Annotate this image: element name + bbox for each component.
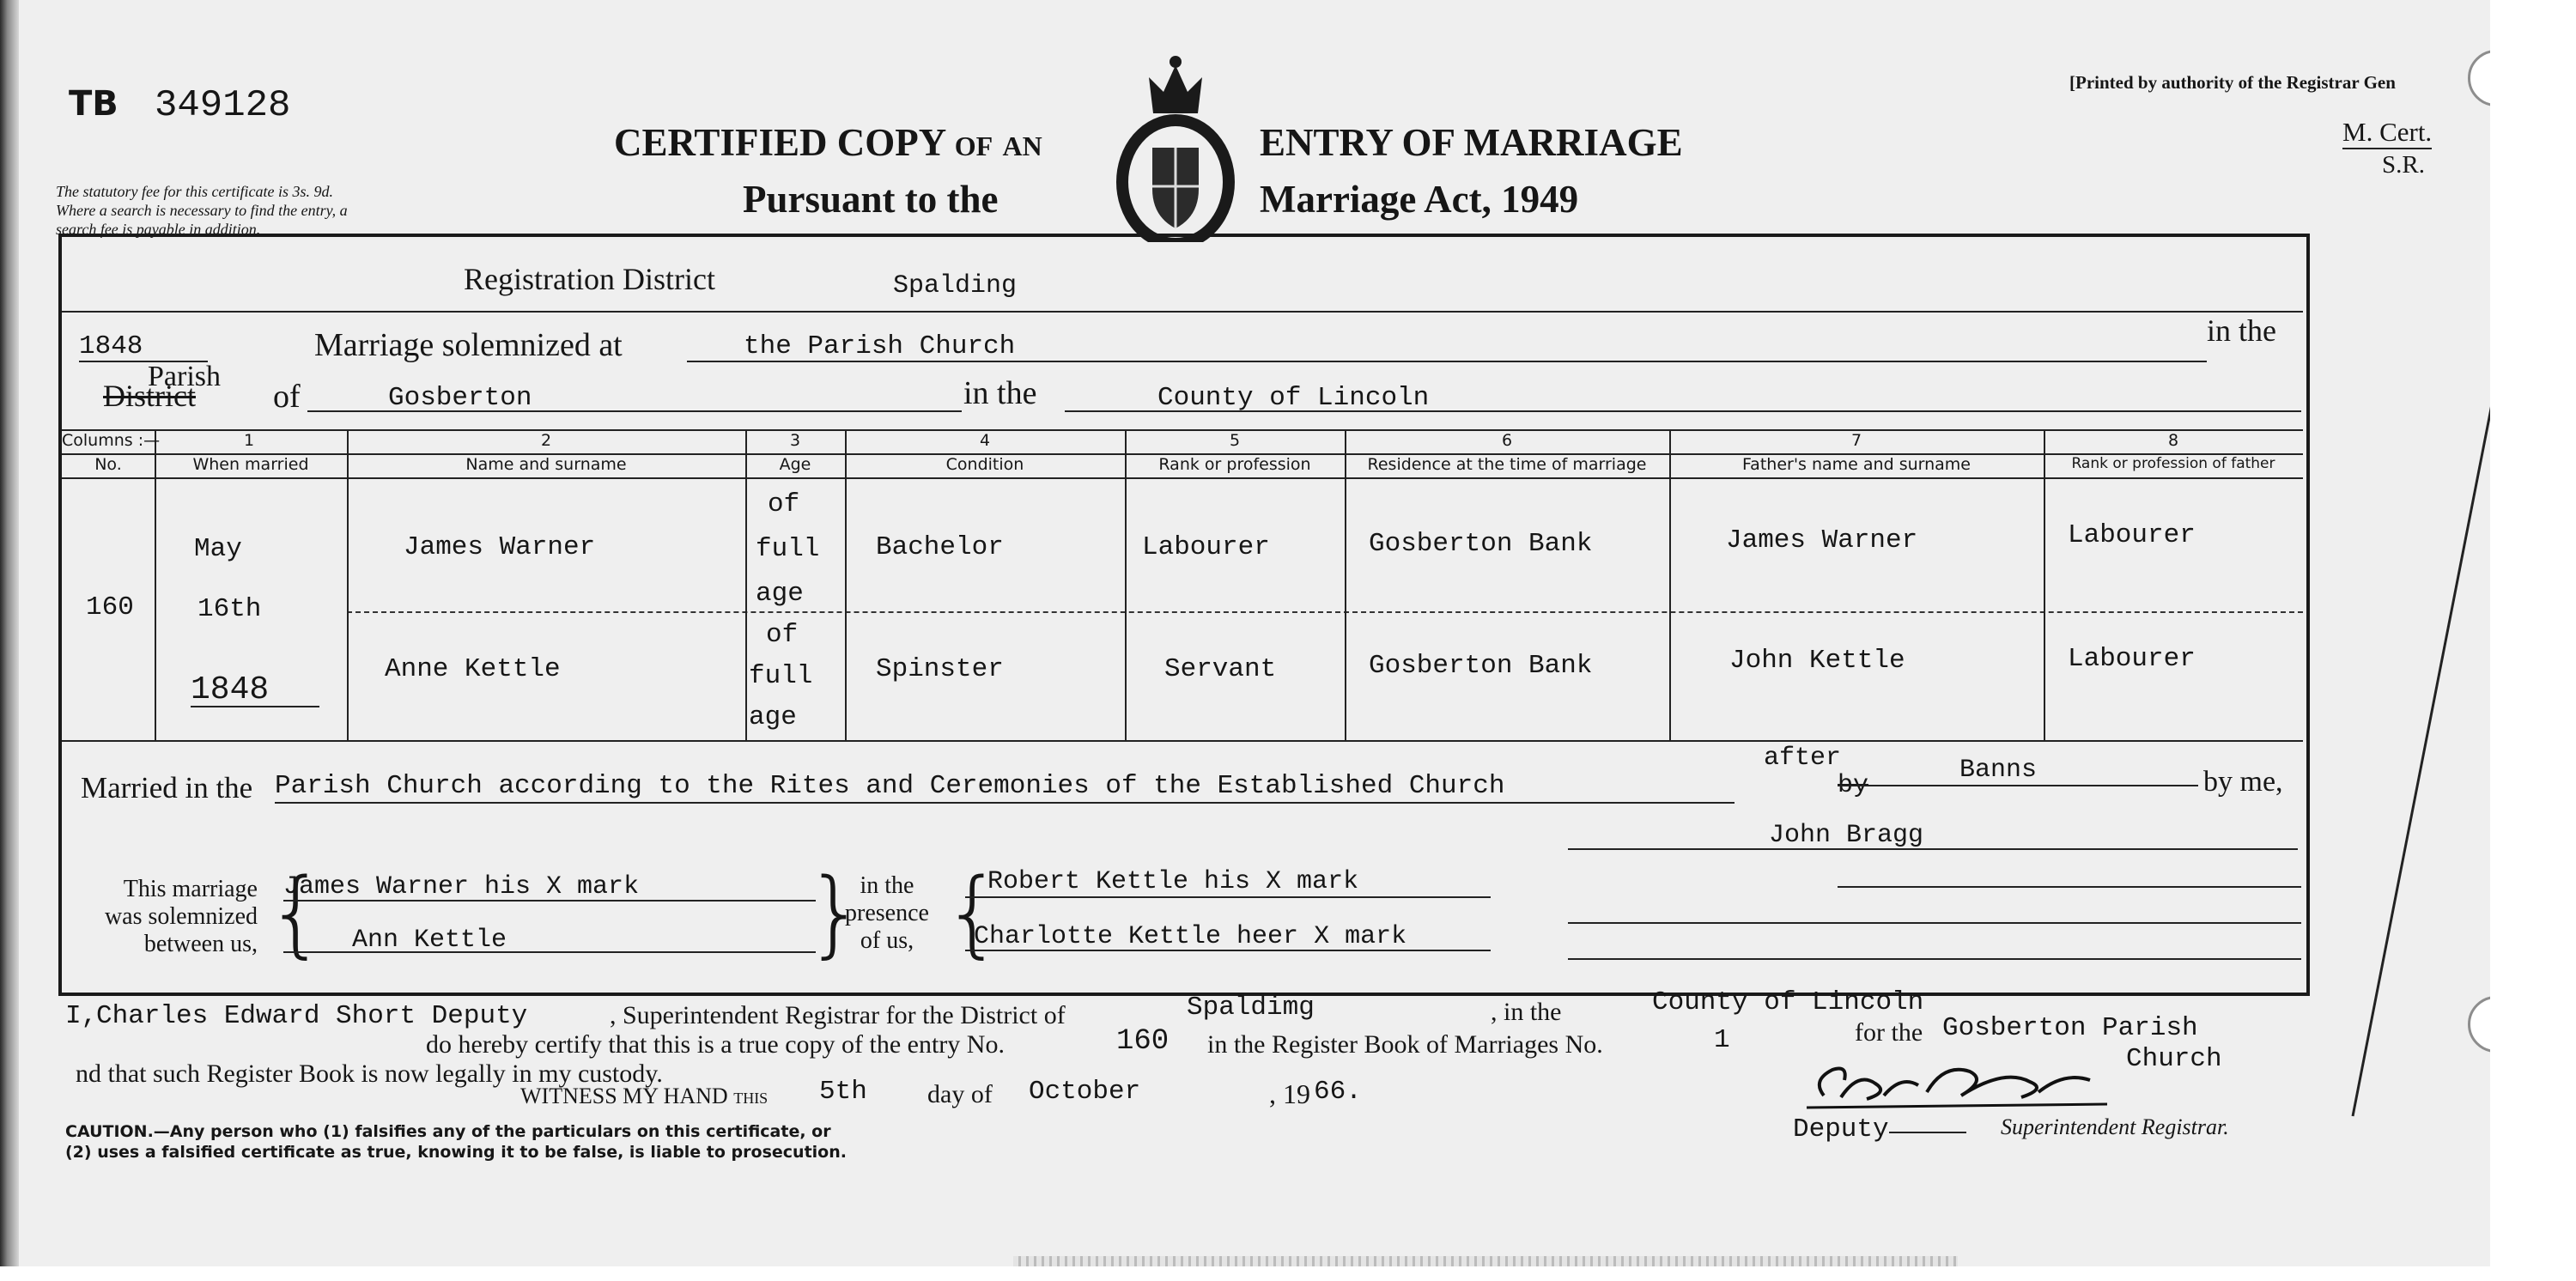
paper-torn-edge — [1013, 1256, 1958, 1266]
certify-text-line2: do hereby certify that this is a true copy of the entry No. — [426, 1030, 1005, 1059]
marriage-year: 1848 — [79, 331, 143, 361]
registrar-name: Charles Edward Short Deputy — [96, 1001, 528, 1031]
certify-day: 5th — [819, 1077, 867, 1107]
header-when-married: When married — [192, 455, 309, 474]
by-me-label: by me, — [2203, 766, 2283, 798]
title-line2b: Marriage Act, 1949 — [1260, 178, 1579, 221]
rule — [2044, 431, 2045, 740]
form-number: 349128 — [155, 84, 291, 127]
rule — [1125, 431, 1127, 740]
bride-father-rank: Labourer — [2068, 644, 2196, 674]
rule — [62, 311, 2303, 313]
rule — [845, 431, 847, 740]
deputy-label: Deputy — [1793, 1114, 1889, 1144]
column-number: 6 — [1501, 431, 1513, 450]
column-number: 1 — [243, 431, 255, 450]
cert-code: M. Cert. — [2342, 117, 2432, 149]
rule — [965, 896, 1491, 898]
rule — [1568, 958, 2301, 960]
certify-entry-no: 160 — [1116, 1025, 1170, 1058]
registrar-signature — [1807, 1054, 2116, 1114]
between-label-line: between us, — [143, 931, 258, 957]
fee-note-line: search fee is payable in addition. — [56, 221, 261, 238]
groom-residence: Gosberton Bank — [1369, 529, 1593, 559]
day-of-label: day of — [927, 1080, 993, 1108]
banns-word: Banns — [1959, 756, 2038, 785]
right-brace-icon: } — [805, 858, 866, 968]
year-prefix: , 19 — [1269, 1078, 1310, 1109]
witness-2: Charlotte Kettle heer X mark — [974, 922, 1407, 951]
bride-residence: Gosberton Bank — [1369, 651, 1593, 681]
rule — [1568, 848, 2298, 850]
married-in-label: Married in the — [81, 771, 253, 804]
rule — [687, 361, 2207, 362]
rule — [283, 900, 816, 902]
rule — [1838, 886, 2301, 888]
column-number: 3 — [789, 431, 801, 450]
parish-word: Parish — [148, 361, 221, 392]
caution-line: (2) uses a falsified certificate as true, knowing it to be false, is liable to prosecution. — [65, 1143, 847, 1162]
header-age: Age — [779, 455, 811, 474]
witness-label: WITNESS MY HAND this — [520, 1084, 769, 1108]
groom-condition: Bachelor — [876, 532, 1004, 562]
header-father-rank: Rank or profession of father — [2071, 455, 2275, 472]
bride-condition: Spinster — [876, 654, 1004, 684]
left-brace-icon-2: { — [943, 858, 1003, 968]
header-residence: Residence at the time of marriage — [1367, 455, 1647, 474]
title-line2a: Pursuant to the — [743, 178, 999, 221]
in-the-label-2: in the — [963, 375, 1037, 411]
title-line1b: ENTRY OF MARRIAGE — [1260, 121, 1683, 164]
rule — [347, 611, 2303, 613]
title-line1a: CERTIFIED COPY of an — [614, 121, 1042, 164]
certify-text-line2b: in the Register Book of Marriages No. — [1207, 1030, 1603, 1059]
rule — [307, 410, 962, 412]
column-number: 7 — [1850, 431, 1862, 450]
presence-label-line: presence — [845, 900, 929, 926]
officiant-name: John Bragg — [1769, 821, 1924, 850]
certify-month: October — [1029, 1077, 1141, 1107]
in-the-label: in the — [2207, 313, 2276, 348]
between-label-line: This marriage — [123, 876, 258, 902]
punch-hole-top — [2468, 50, 2490, 106]
caution-note — [65, 1121, 847, 1163]
rule — [1568, 922, 2301, 924]
signature-title: Superintendent Registrar. — [2001, 1114, 2229, 1139]
presence-label-line: in the — [860, 872, 914, 899]
header-father: Father's name and surname — [1742, 455, 1971, 474]
certify-text-1: , Superintendent Registrar for the District of — [610, 1001, 1066, 1029]
groom-age — [756, 483, 819, 616]
header-name: Name and surname — [465, 455, 627, 474]
fee-note-line: Where a search is necessary to find the entry, a — [56, 202, 348, 219]
certify-parish: Gosberton Parish — [1942, 1013, 2198, 1043]
printed-by: [Printed by authority of the Registrar Gen — [2069, 72, 2396, 93]
rule — [275, 802, 1735, 804]
of-label: of — [273, 379, 301, 415]
cert-sub-code: S.R. — [2382, 151, 2425, 179]
groom-rank: Labourer — [1142, 532, 1270, 562]
presence-label — [840, 872, 934, 955]
for-the-label: for the — [1855, 1018, 1923, 1047]
bride-rank: Servant — [1164, 654, 1277, 684]
parish-name: Gosberton — [388, 383, 532, 413]
header-condition: Condition — [945, 455, 1024, 474]
age-word: full — [749, 661, 813, 691]
certify-text-2: , in the — [1491, 998, 1562, 1026]
rule — [155, 431, 156, 740]
entry-day: 16th — [197, 594, 262, 624]
rule — [1669, 431, 1671, 740]
certify-church: Church — [2126, 1044, 2222, 1074]
rule — [62, 477, 2303, 479]
fee-note — [56, 182, 348, 239]
royal-crest-icon — [1115, 53, 1236, 242]
column-number: 8 — [2167, 431, 2179, 450]
paper-fold-edge — [0, 0, 19, 1266]
age-word: of — [766, 620, 799, 650]
header-no: No. — [94, 455, 122, 474]
party-2: Ann Kettle — [352, 926, 507, 955]
age-word: of — [768, 489, 800, 519]
solemnized-label: Marriage solemnized at — [314, 327, 623, 363]
by-word: by — [1838, 771, 1869, 800]
witness-1: Robert Kettle his X mark — [987, 867, 1359, 896]
between-label-line: was solemnized — [104, 903, 258, 930]
bride-age — [749, 615, 812, 738]
groom-father: James Warner — [1726, 525, 1918, 556]
fee-note-line: The statutory fee for this certificate is 3s. 9d. — [56, 183, 333, 200]
certify-prefix: I, — [65, 1001, 98, 1031]
rule — [347, 431, 349, 740]
groom-father-rank: Labourer — [2068, 520, 2196, 550]
district-word: District — [103, 379, 196, 413]
presence-label-line: of us, — [860, 927, 914, 954]
column-number: 4 — [979, 431, 991, 450]
rule — [745, 431, 747, 740]
caution-line: CAUTION.—Any person who (1) falsifies any of the particulars on this certificate, or — [65, 1122, 831, 1141]
after-word: after — [1764, 744, 1842, 773]
rule — [1345, 431, 1346, 740]
column-number: 5 — [1229, 431, 1241, 450]
certify-book-no: 1 — [1714, 1025, 1730, 1055]
rule — [283, 951, 816, 953]
certify-county: County of Lincoln — [1652, 987, 1924, 1017]
rule — [62, 740, 2303, 742]
district-label: Registration District — [464, 262, 715, 296]
rule — [965, 950, 1491, 951]
groom-name: James Warner — [404, 532, 596, 562]
certify-text-line3: nd that such Register Book is now legally in my custody. — [76, 1059, 663, 1088]
solemnized-place: the Parish Church — [744, 331, 1016, 361]
between-us-label — [86, 876, 258, 958]
entry-year: 1848 — [191, 671, 270, 708]
county-name: County of Lincoln — [1157, 383, 1430, 413]
rule — [191, 706, 319, 707]
age-word: age — [749, 702, 797, 732]
entry-month: May — [194, 534, 242, 564]
bride-name: Anne Kettle — [385, 654, 561, 684]
age-word: full — [756, 534, 820, 564]
rule — [1065, 410, 2301, 412]
rule — [1838, 785, 2198, 786]
age-word: age — [756, 579, 804, 609]
column-number: 2 — [540, 431, 552, 450]
columns-label: Columns :— — [62, 431, 161, 450]
bride-father: John Kettle — [1729, 646, 1905, 676]
married-in-text: Parish Church according to the Rites and Ceremonies of the Established Church — [275, 771, 1505, 801]
form-prefix: TB — [69, 84, 118, 124]
left-brace-icon: { — [266, 858, 326, 968]
certify-year: 66. — [1314, 1077, 1362, 1107]
header-rank: Rank or profession — [1158, 455, 1311, 474]
party-1: James Warner his X mark — [283, 872, 640, 902]
certify-district: Spaldimg — [1187, 993, 1315, 1023]
entry-number: 160 — [86, 592, 134, 622]
rule — [1889, 1132, 1966, 1133]
district-value: Spalding — [893, 271, 1018, 301]
margin-pen-stroke — [2344, 361, 2490, 1133]
